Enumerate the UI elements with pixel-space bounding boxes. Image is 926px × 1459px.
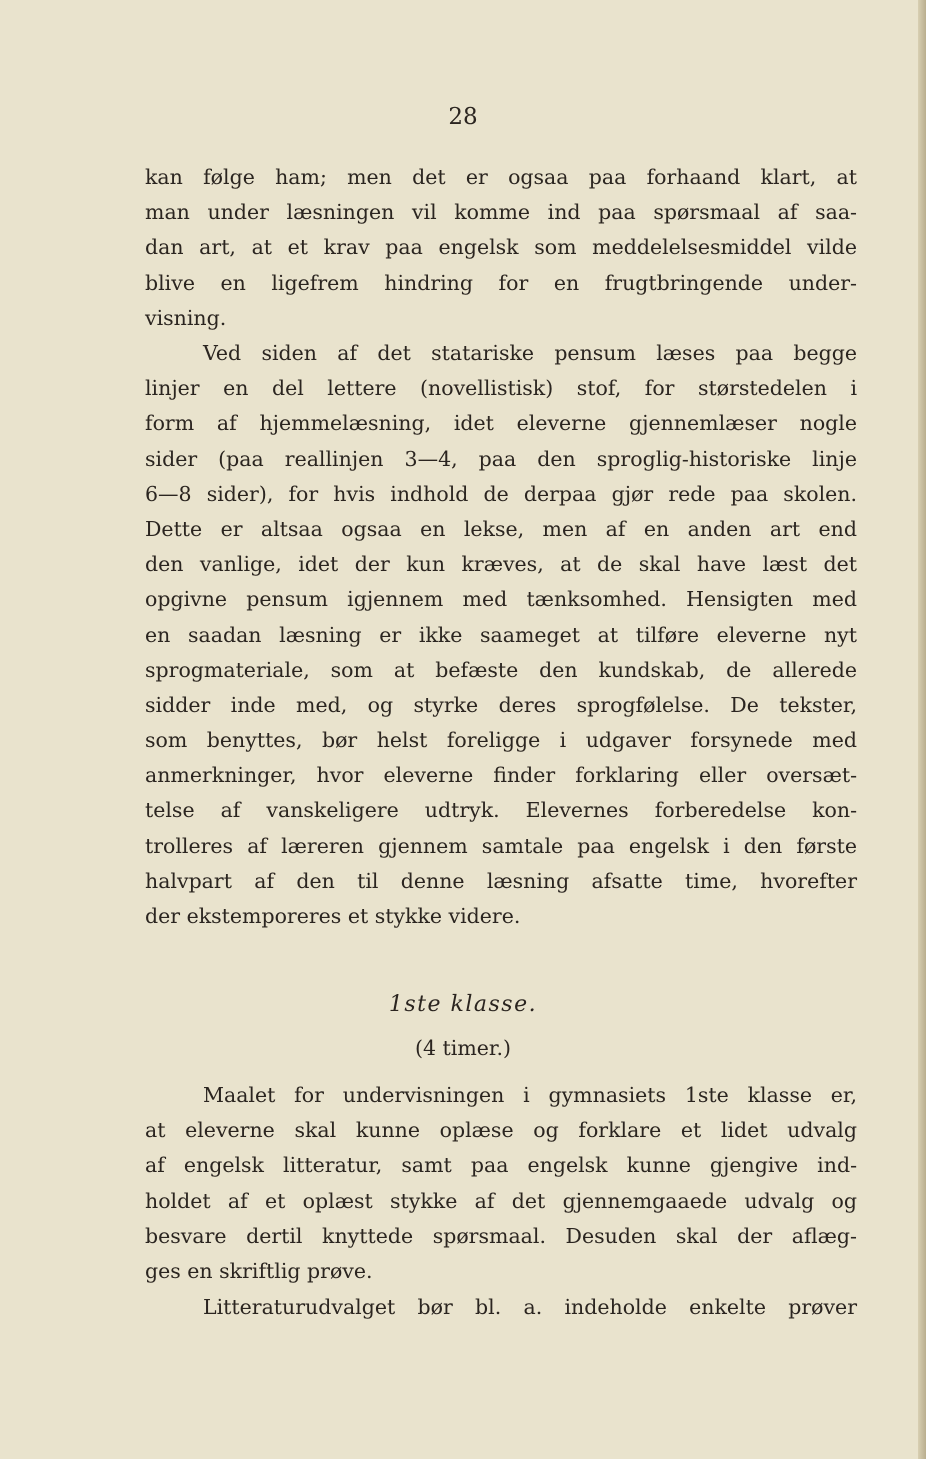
paragraph-2 [145,336,857,934]
text-line: anmerkninger, hvor eleverne finder forklaring eller oversæt- [145,763,857,788]
text-line: holdet af et oplæst stykke af det gjennemgaaede udvalg og [145,1188,857,1213]
text-line: ges en skriftlig prøve. [145,1258,373,1283]
text-line: Ved siden af det statariske pensum læses paa begge [203,341,857,365]
text-line: den vanlige, idet der kun kræves, at de skal have læst det [145,552,857,577]
text-line: sider (paa reallinjen 3—4, paa den sproglig-historiske linje [145,446,857,471]
paragraph-3 [145,1078,857,1289]
text-line: man under læsningen vil komme ind paa spørsmaal af saa- [145,200,857,225]
page-number: 28 [448,104,478,130]
text-line: besvare dertil knyttede spørsmaal. Desuden skal der aflæg- [145,1223,857,1248]
section-heading: 1ste klasse. [388,992,538,1017]
text-line: Maalet for undervisningen i gymnasiets 1ste klasse er, [203,1083,857,1107]
text-line: som benyttes, bør helst foreligge i udgaver forsynede med [145,728,857,753]
text-line: sprogmateriale, som at befæste den kundskab, de allerede [145,657,857,682]
text-line: der ekstemporeres et stykke videre. [145,904,521,928]
paragraph-4 [145,1290,857,1325]
text-line: en saadan læsning er ikke saameget at tilføre eleverne nyt [145,622,857,647]
paragraph-1 [145,160,857,336]
text-line: kan følge ham; men det er ogsaa paa forhaand klart, at [145,165,857,189]
text-line: sidder inde med, og styrke deres sprogfølelse. De tekster, [145,692,857,717]
text-line: blive en ligefrem hindring for en frugtbringende under- [145,270,857,295]
text-line: halvpart af den til denne læsning afsatte time, hvorefter [145,868,857,893]
text-line: Litteraturudvalget bør bl. a. indeholde enkelte prøver [203,1295,857,1319]
text-line: form af hjemmelæsning, idet eleverne gjennemlæser nogle [145,411,857,436]
text-line: at eleverne skal kunne oplæse og forklare et lidet udvalg [145,1118,857,1143]
text-line: visning. [145,305,227,330]
text-line: opgivne pensum igjennem med tænksomhed. Hensigten med [145,587,857,612]
text-line: 6—8 sider), for hvis indhold de derpaa gjør rede paa skolen. [145,481,857,506]
text-line: linjer en del lettere (novellistisk) stof, for størstedelen i [145,376,857,401]
text-line: dan art, at et krav paa engelsk som meddelelsesmiddel vilde [145,235,857,260]
page-edge [918,0,926,1459]
text-line: telse af vanskeligere udtryk. Elevernes forberedelse kon- [145,798,857,823]
text-line: Dette er altsaa ogsaa en lekse, men af en anden art end [145,516,857,541]
section-subheading: (4 timer.) [415,1036,511,1060]
text-line: trolleres af læreren gjennem samtale paa engelsk i den første [145,833,857,858]
text-line: af engelsk litteratur, samt paa engelsk kunne gjengive ind- [145,1153,857,1178]
